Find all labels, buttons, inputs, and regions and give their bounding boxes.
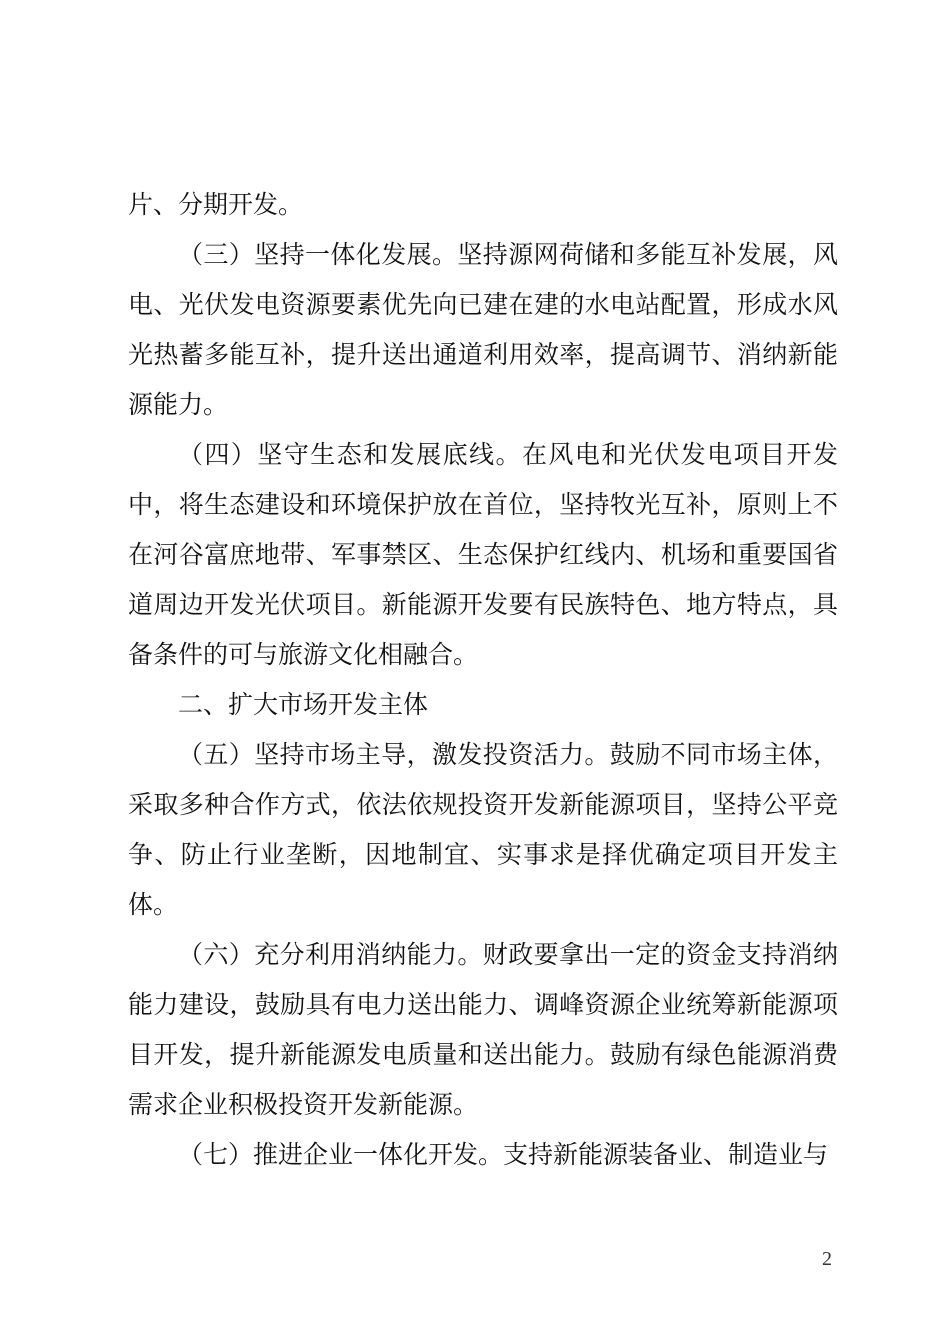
page-number: 2	[822, 1248, 832, 1270]
paragraph-item-3: （三）坚持一体化发展。坚持源网荷储和多能互补发展，风电、光伏发电资源要素优先向已建在建的水电站配置，形成水风光热蓄多能互补，提升送出通道利用效率，提高调节、消纳新能源能力。	[128, 240, 838, 419]
document-body	[128, 180, 838, 1180]
paragraph-item-5: （五）坚持市场主导，激发投资活力。鼓励不同市场主体，采取多种合作方式，依法依规投资开发新能源项目，坚持公平竞争、防止行业垄断，因地制宜、实事求是择优确定项目开发主体。	[128, 740, 838, 919]
section-heading-2: 二、扩大市场开发主体	[178, 690, 429, 719]
paragraph-item-4: （四）坚守生态和发展底线。在风电和光伏发电项目开发中，将生态建设和环境保护放在首位，坚持牧光互补，原则上不在河谷富庶地带、军事禁区、生态保护红线内、机场和重要国省道周边开发光伏项目。新能源开发要有民族特色、地方特点，具备条件的可与旅游文化相融合。	[128, 440, 838, 669]
paragraph-item-7: （七）推进企业一体化开发。支持新能源装备业、制造业与	[178, 1140, 829, 1169]
paragraph-item-6: （六）充分利用消纳能力。财政要拿出一定的资金支持消纳能力建设，鼓励具有电力送出能力、调峰资源企业统筹新能源项目开发，提升新能源发电质量和送出能力。鼓励有绿色能源消费需求企业积极投资开发新能源。	[128, 940, 838, 1119]
paragraph-continuation: 片、分期开发。	[128, 190, 304, 219]
